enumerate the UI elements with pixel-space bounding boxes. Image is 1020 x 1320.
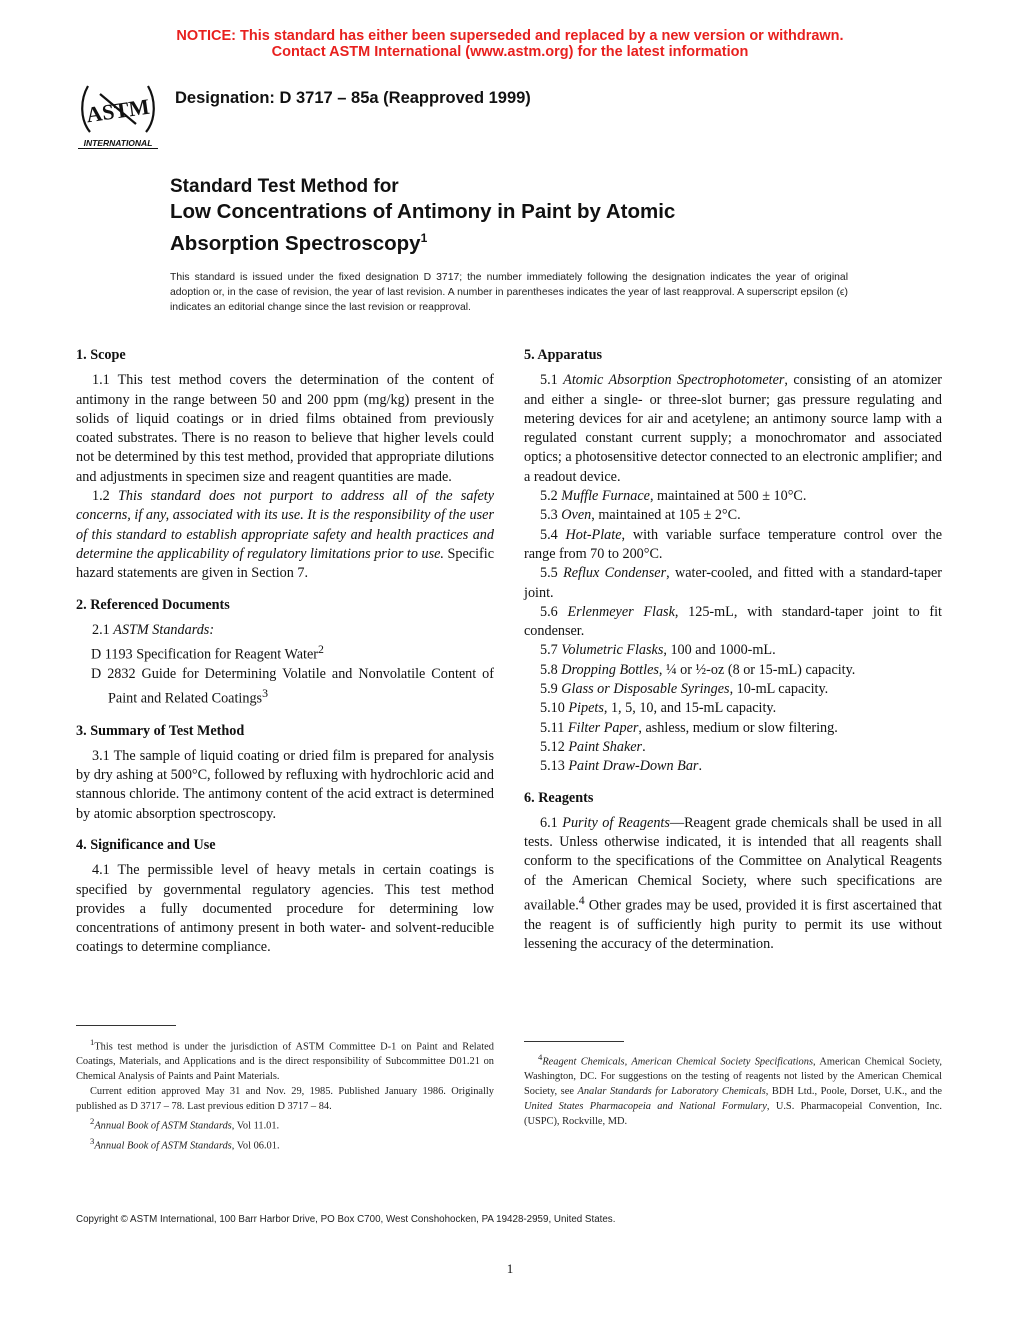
apparatus-item: 5.4 Hot-Plate, with variable surface temperature control over the range from 70 to 200°C. <box>524 526 943 562</box>
section-heading-significance: 4. Significance and Use <box>76 837 216 853</box>
footnote-4: $^4$Reagent Chemicals, American Chemical Society Specifications, American Chemical Society, Washington, DC. For suggestions on the testing of reagents not listed by the American Chemical Society, see Analar Standards for Laboratory Chemicals, BDH Ltd., Poole, Dorset, U.K., and the United States Pharmacopeia and National Formulary, U.S. Pharmacopeial Convention, Inc. (USPC), Rockville, MD. <box>524 1052 942 1128</box>
reference-d1193: D 1193 Specification for Reagent Water$^2$ <box>91 642 324 663</box>
page-number: 1 <box>506 1261 514 1276</box>
paragraph-3-1: 3.1 The sample of liquid coating or dried film is prepared for analysis by dry ashing at 500°C, followed by refluxing with hydrochloric acid and stannous chloride. The antimony content of the acid extract is determined by atomic absorption spectroscopy. <box>76 747 494 822</box>
footnotes-left <box>76 1035 494 1153</box>
section-heading-apparatus: 5. Apparatus <box>524 347 603 363</box>
section-heading-scope: 1. Scope <box>76 347 126 363</box>
footnote-rule-right <box>524 1041 624 1042</box>
left-column <box>76 346 494 958</box>
paragraph-1-1: 1.1 This test method covers the determination of the content of antimony in the range between 50 and 200 ppm (mg/kg) present in the solids of liquid coatings or in dried films obtained from previously coated substrates. There is no reason to believe that higher levels could not be determined by this test method, provided that appropriate dilutions and adjustments in specimen size and reagent quantities are made. <box>76 372 494 485</box>
designation: Designation: D 3717 – 85a (Reapproved 1999) <box>175 89 531 107</box>
reference-d2832: D 2832 Guide for Determining Volatile and Nonvolatile Content of Paint and Related Coatings$^3$ <box>91 666 494 708</box>
document-title <box>170 175 675 257</box>
footnote-2: $^2$Annual Book of ASTM Standards, Vol 11.01. <box>90 1116 280 1132</box>
apparatus-item: 5.12 Paint Shaker. <box>540 738 646 755</box>
apparatus-item: 5.3 Oven, maintained at 105 ± 2°C. <box>540 507 741 524</box>
footnote-1-edition: Current edition approved May 31 and Nov. 29, 1985. Published January 1986. Originally published as D 3717 – 78. Last previous edition D 3717 – 84. <box>76 1086 494 1113</box>
title-line-1: Standard Test Method for <box>170 176 399 197</box>
apparatus-item: 5.2 Muffle Furnace, maintained at 500 ± 10°C. <box>540 488 807 505</box>
title-footnote-mark: 1 <box>420 231 428 245</box>
paragraph-4-1: 4.1 The permissible level of heavy metals in certain coatings is specified by governmental regulatory agencies. This test method provides a fully documented procedure for determining low concentrations of antimony present in both water- and solvent-reducible coatings to determine compliance. <box>76 862 494 956</box>
paragraph-2-1: 2.1 ASTM Standards: <box>92 621 215 638</box>
paragraph-1-2: 1.2 This standard does not purport to address all of the safety concerns, if any, associated with its use. It is the responsibility of the user of this standard to establish appropriate safety and health practices and determine the applicability of regulatory limitations prior to use. Specific hazard statements are given in Section 7. <box>76 488 495 582</box>
paragraph-6-1: 6.1 Purity of Reagents—Reagent grade chemicals shall be used in all tests. Unless otherwise indicated, it is intended that all reagents shall conform to the specifications of the Committee on Analytical Reagents of the American Chemical Society, where such specifications are available.$^4$ Other grades may be used, provided it is first ascertained that the reagent is of sufficiently high purity to permit its use without lessening the accuracy of the determination. <box>524 814 942 953</box>
footnote-rule-left <box>76 1025 176 1026</box>
astm-logo <box>76 80 160 150</box>
apparatus-item: 5.11 Filter Paper, ashless, medium or slow filtering. <box>540 719 838 736</box>
title-line-2: Low Concentrations of Antimony in Paint by Atomic <box>170 200 676 223</box>
issued-note: This standard is issued under the fixed designation D 3717; the number immediately following the designation indicates the year of original adoption or, in the case of revision, the year of last revision. A number in parentheses indicates the year of last reapproval. A superscript epsilon (ϵ) indicates an editorial change since the last revision or reapproval. <box>170 272 848 313</box>
apparatus-item: 5.13 Paint Draw-Down Bar. <box>540 758 702 775</box>
apparatus-item: 5.10 Pipets, 1, 5, 10, and 15-mL capacity. <box>540 700 777 717</box>
footnote-3: $^3$Annual Book of ASTM Standards, Vol 06.01. <box>90 1135 280 1152</box>
apparatus-item: 5.1 Atomic Absorption Spectrophotometer, consisting of an atomizer and either a single- or three-slot burner; gas pressure regulating and metering devices for air and acetylene; an antimony source lamp with a regulated constant current supply; a monochromator and associated optics; a photosensitive detector connected to an electronic amplifier; and a readout device. <box>524 372 943 485</box>
section-heading-reagents: 6. Reagents <box>524 789 594 806</box>
right-column <box>524 346 942 955</box>
footnote-1: $^1$This test method is under the jurisdiction of ASTM Committee D-1 on Paint and Related Coatings, Materials, and Applications and is the direct responsibility of Subcommittee D01.21 on Chemical Analysis of Paints and Paint Materials. <box>76 1037 494 1083</box>
title-line-3: Absorption Spectroscopy$^1$ <box>170 231 428 255</box>
apparatus-item: 5.9 Glass or Disposable Syringes, 10-mL capacity. <box>540 681 829 698</box>
apparatus-item: 5.5 Reflux Condenser, water-cooled, and fitted with a standard-taper joint. <box>524 565 942 601</box>
apparatus-item: 5.7 Volumetric Flasks, 100 and 1000-mL. <box>540 642 776 659</box>
superseded-notice <box>0 28 1020 60</box>
astm-logo-caption: INTERNATIONAL <box>83 138 153 148</box>
section-heading-referenced-documents: 2. Referenced Documents <box>76 596 230 613</box>
copyright-line: Copyright © ASTM International, 100 Barr Harbor Drive, PO Box C700, West Conshohocken, PA 19428-2959, United States. <box>76 1214 616 1225</box>
notice-line-1: NOTICE: This standard has either been superseded and replaced by a new version or withdrawn. <box>176 28 844 44</box>
section-heading-summary: 3. Summary of Test Method <box>76 722 245 739</box>
notice-line-2: Contact ASTM International (www.astm.org) for the latest information <box>271 44 749 60</box>
astm-logo-letters: ASTM <box>84 93 152 128</box>
apparatus-item: 5.8 Dropping Bottles, ¼ or ½-oz (8 or 15-mL) capacity. <box>540 661 856 678</box>
apparatus-item: 5.6 Erlenmeyer Flask, 125-mL, with standard-taper joint to fit condenser. <box>524 603 942 640</box>
